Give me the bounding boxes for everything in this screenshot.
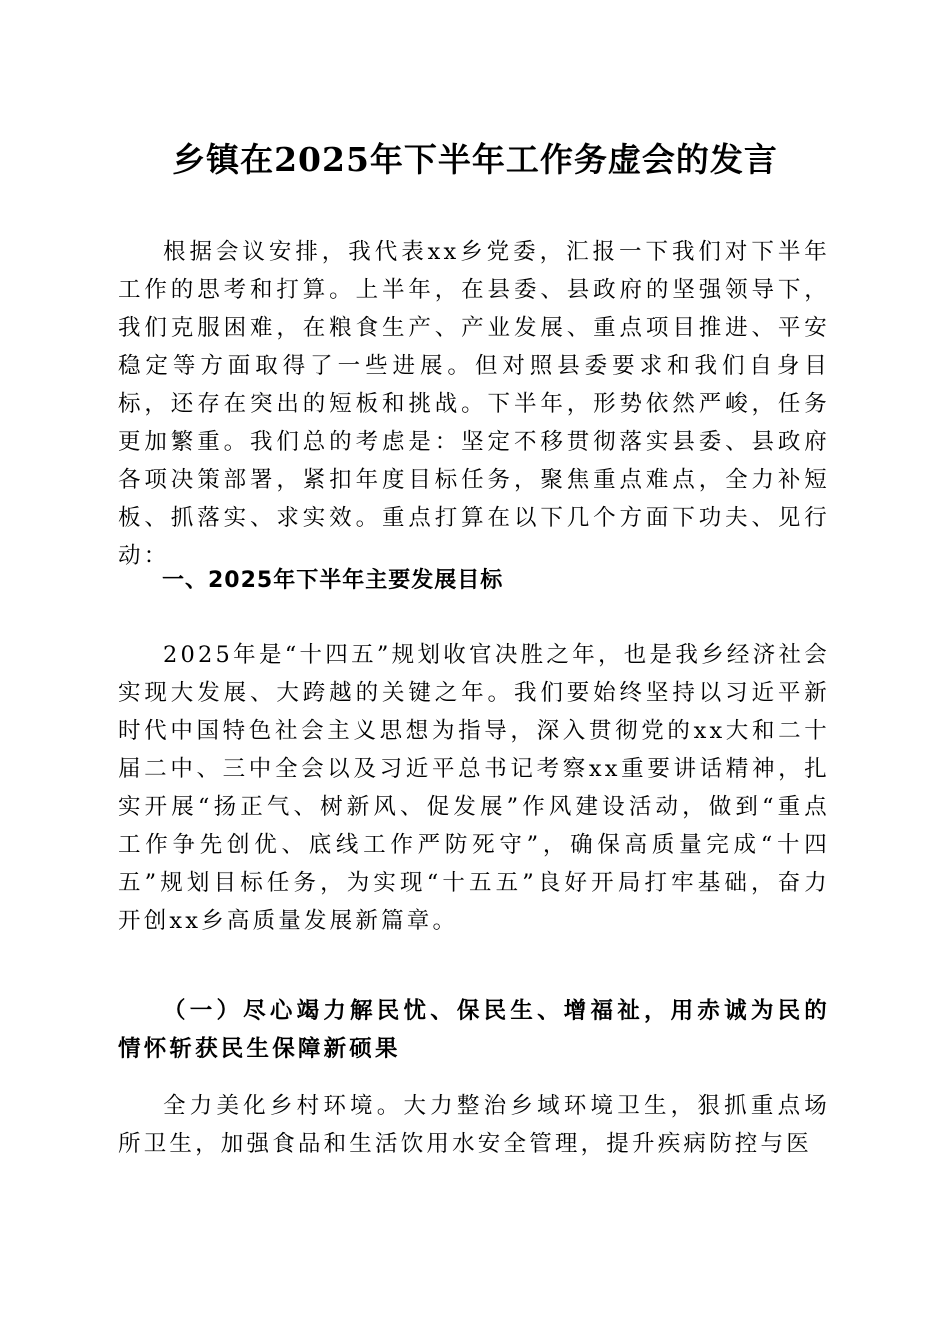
document-title: 乡镇在2025年下半年工作务虚会的发言 <box>172 140 778 179</box>
livelihood-paragraph: 全力美化乡村环境。大力整治乡域环境卫生，狠抓重点场所卫生，加强食品和生活饮用水安全管理，提升疾病防控与医 <box>118 1093 830 1157</box>
goals-paragraph: 2025年是“十四五”规划收官决胜之年，也是我乡经济社会实现大发展、大跨越的关键之年。我们要始终坚持以习近平新时代中国特色社会主义思想为指导，深入贯彻党的xx大和二十届二中、三中全会以及习近平总书记考察xx重要讲话精神，扎实开展“扬正气、树新风、促发展”作风建设活动，做到“重点工作争先创优、底线工作严防死守”，确保高质量完成“十四五”规划目标任务，为实现“十五五”良好开局打牢基础，奋力开创xx乡高质量发展新篇章。 <box>118 642 830 934</box>
subsection-heading-livelihood: （一）尽心竭力解民忧、保民生、增福祉，用赤诚为民的情怀斩获民生保障新硕果 <box>118 998 830 1062</box>
section-heading-goals: 一、2025年下半年主要发展目标 <box>162 568 504 593</box>
intro-paragraph: 根据会议安排，我代表xx乡党委，汇报一下我们对下半年工作的思考和打算。上半年，在县委、县政府的坚强领导下，我们克服困难，在粮食生产、产业发展、重点项目推进、平安稳定等方面取得了一些进展。但对照县委要求和我们自身目标，还存在突出的短板和挑战。下半年，形势依然严峻，任务更加繁重。我们总的考虑是：坚定不移贯彻落实县委、县政府各项决策部署，紧扣年度目标任务，聚焦重点难点，全力补短板、抓落实、求实效。重点打算在以下几个方面下功夫、见行动： <box>118 239 830 569</box>
